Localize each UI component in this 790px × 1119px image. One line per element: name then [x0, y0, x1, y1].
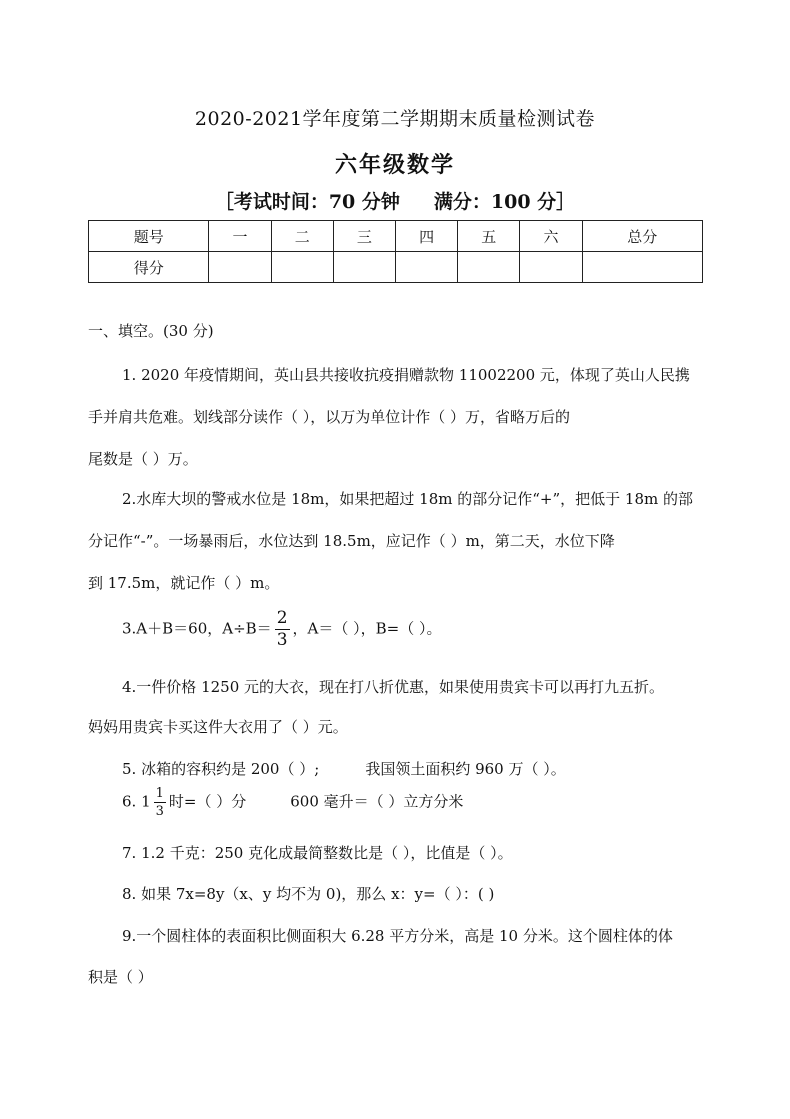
question-9-line-2: 积是（ ） — [88, 968, 153, 986]
question-5-text-b: 我国领土面积约 960 万（ ）。 — [365, 760, 566, 778]
fraction-one-third — [154, 787, 166, 818]
score-cell: 二 — [271, 221, 333, 252]
score-cell: 得分 — [89, 252, 209, 283]
score-input-cell[interactable] — [209, 252, 271, 283]
fraction-numerator: 1 — [155, 786, 164, 801]
score-cell: 六 — [520, 221, 582, 252]
score-table-header-row — [89, 221, 703, 252]
score-cell: 五 — [458, 221, 520, 252]
question-1-line-3: 尾数是（ ）万。 — [88, 450, 198, 468]
fraction-denominator: 3 — [155, 804, 164, 819]
score-input-cell[interactable] — [520, 252, 582, 283]
section-heading: 一、填空。(30 分) — [88, 322, 214, 340]
score-cell: 一 — [209, 221, 271, 252]
question-7: 7. 1.2 千克：250 克化成最简整数比是（ ），比值是（ ）。 — [122, 844, 513, 862]
question-3-text-b: ，A＝（ ），B=（ ）。 — [292, 619, 442, 638]
score-table — [88, 220, 703, 283]
question-1-line-2: 手并肩共危难。划线部分读作（ ），以万为单位计作（ ）万，省略万后的 — [88, 408, 571, 426]
question-6-text-b: 600 毫升＝（ ）立方分米 — [290, 792, 464, 811]
question-6-prefix: 6. 1 — [122, 792, 151, 811]
score-input-cell[interactable] — [333, 252, 395, 283]
exam-title: 2020-2021学年度第二学期期末质量检测试卷 — [194, 108, 596, 130]
exam-subtitle: 六年级数学 — [334, 152, 455, 178]
question-5 — [88, 758, 737, 780]
question-5-text-a: 5. 冰箱的容积约是 200（ ）; — [122, 760, 320, 778]
question-6 — [88, 787, 737, 818]
score-table-score-row — [89, 252, 703, 283]
question-8: 8. 如果 7x=8y（x、y 均不为 0)，那么 x：y=（ ）：( ) — [122, 885, 495, 903]
question-2-line-3: 到 17.5m，就记作（ ）m。 — [88, 574, 280, 592]
score-cell: 题号 — [89, 221, 209, 252]
score-input-cell[interactable] — [582, 252, 702, 283]
question-4-line-2: 妈妈用贵宾卡买这件大衣用了（ ）元。 — [88, 718, 348, 736]
question-2-line-1: 2.水库大坝的警戒水位是 18m，如果把超过 18m 的部分记作“+”，把低于 18m 的部 — [122, 490, 693, 508]
fraction-denominator: 3 — [276, 630, 288, 650]
score-cell: 四 — [395, 221, 457, 252]
question-6-text-a: 时=（ ）分 — [168, 792, 247, 811]
exam-time: ［考试时间：70 分钟 — [214, 191, 400, 213]
score-cell: 总分 — [582, 221, 702, 252]
exam-full-score: 满分：100 分］ — [433, 191, 576, 213]
question-4-line-1: 4.一件价格 1250 元的大衣，现在打八折优惠，如果使用贵宾卡可以再打九五折。 — [122, 678, 665, 696]
score-input-cell[interactable] — [271, 252, 333, 283]
exam-info — [0, 187, 790, 214]
fraction-numerator: 2 — [276, 608, 288, 628]
question-9-line-1: 9.一个圆柱体的表面积比侧面积大 6.28 平方分米，高是 10 分米。这个圆柱体的体 — [122, 927, 673, 945]
score-input-cell[interactable] — [395, 252, 457, 283]
question-3-text-a: 3.A＋B＝60，A÷B＝ — [122, 619, 272, 638]
question-1-line-1: 1. 2020 年疫情期间，英山县共接收抗疫捐赠款物 11002200 元，体现了英山人民携 — [122, 366, 690, 384]
score-cell: 三 — [333, 221, 395, 252]
fraction-two-thirds — [275, 610, 290, 649]
score-input-cell[interactable] — [458, 252, 520, 283]
question-3 — [88, 610, 737, 649]
question-2-line-2: 分记作“-”。一场暴雨后，水位达到 18.5m，应记作（ ）m，第二天，水位下降 — [88, 532, 615, 550]
